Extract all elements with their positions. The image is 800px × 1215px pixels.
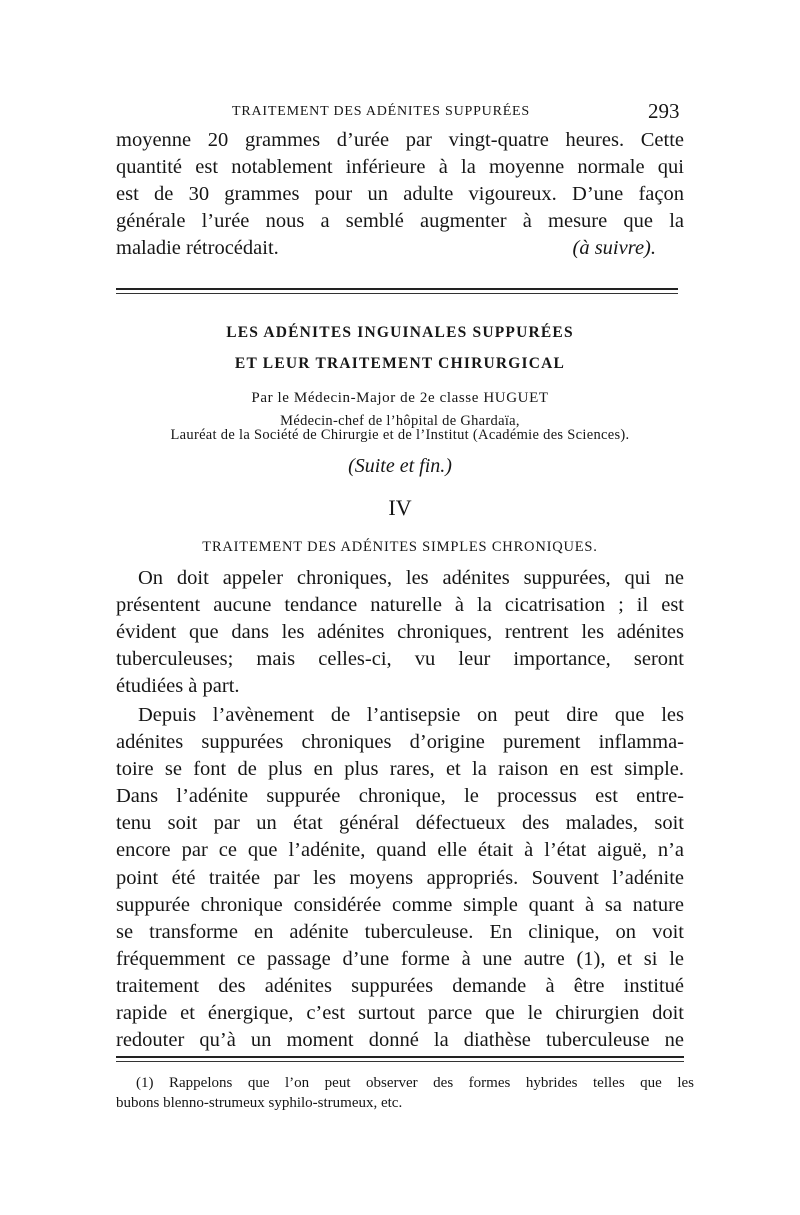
author-affiliation-1: Médecin-chef de l’hôpital de Ghardaïa, xyxy=(280,413,520,429)
text-line: encore par ce que l’adénite, quand elle était à l’état aiguë, n’a xyxy=(116,839,684,862)
author-byline: Par le Médecin-Major de 2e classe HUGUET xyxy=(251,390,549,406)
article-title-line-1: LES ADÉNITES INGUINALES SUPPURÉES xyxy=(226,324,574,341)
text-line: moyenne 20 grammes d’urée par vingt-quatre heures. Cette xyxy=(116,129,684,151)
text-line: Dans l’adénite suppurée chronique, le processus est entre- xyxy=(116,785,684,808)
continuation-note: (Suite et fin.) xyxy=(348,455,452,477)
text-line: On doit appeler chroniques, les adénites suppurées, qui ne xyxy=(138,567,684,589)
text-line: tuberculeuses; mais celles-ci, vu leur importance, seront xyxy=(116,648,684,671)
text-line: fréquemment ce passage d’une forme à une autre (1), et si le xyxy=(116,947,684,970)
text-line: évident que dans les adénites chroniques, rentrent les adénites xyxy=(116,621,684,644)
text-line: adénites suppurées chroniques d’origine purement inflamma- xyxy=(116,731,684,754)
article-title-line-2: ET LEUR TRAITEMENT CHIRURGICAL xyxy=(234,355,566,372)
text-line-final xyxy=(116,235,684,262)
page-number: 293 xyxy=(648,99,680,123)
text-line: est de 30 grammes pour un adulte vigoureux. D’une façon xyxy=(116,183,684,206)
paragraph-antisepsie xyxy=(116,702,684,1054)
author-affiliation-2: Lauréat de la Société de Chirurgie et de l’Institut (Académie des Sciences). xyxy=(170,427,630,443)
text-line: Depuis l’avènement de l’antisepsie on peut dire que les xyxy=(138,704,684,726)
footnote-line: bubons blenno-strumeux syphilo-strumeux, etc. xyxy=(116,1095,403,1111)
text-line: tenu soit par un état général défectueux des malades, soit xyxy=(116,812,684,835)
text-line: se transforme en adénite tuberculeuse. En clinique, on voit xyxy=(116,920,684,943)
section-title: TRAITEMENT DES ADÉNITES SIMPLES CHRONIQUES. xyxy=(202,539,598,555)
text-line: redouter qu’à un moment donné la diathèse tuberculeuse ne xyxy=(116,1029,684,1052)
text-line: rapide et énergique, c’est surtout parce que le chirurgien doit xyxy=(116,1002,684,1025)
text-line: toire se font de plus en plus rares, et la raison en est simple. xyxy=(116,758,684,781)
paragraph-chroniques xyxy=(116,565,684,700)
text-line-left: maladie rétrocédait. xyxy=(116,237,279,260)
text-line: étudiées à part. xyxy=(116,675,240,698)
text-line: présentent aucune tendance naturelle à la cicatrisation ; il est xyxy=(116,594,684,617)
carryover-paragraph xyxy=(116,127,684,262)
text-line: générale l’urée nous a semblé augmenter à mesure que la xyxy=(116,210,684,233)
running-head-title: TRAITEMENT DES ADÉNITES SUPPURÉES xyxy=(232,104,530,119)
footnote xyxy=(116,1073,694,1113)
text-line: suppurée chronique considérée comme simple quant à sa nature xyxy=(116,893,684,916)
text-line: traitement des adénites suppurées demande à être institué xyxy=(116,974,684,997)
section-number: IV xyxy=(388,495,412,520)
to-be-continued: (à suivre). xyxy=(572,237,656,260)
text-line: point été traitée par les moyens appropriés. Souvent l’adénite xyxy=(116,866,684,889)
text-line: quantité est notablement inférieure à la moyenne normale qui xyxy=(116,156,684,179)
footnote-line: (1) Rappelons que l’on peut observer des formes hybrides telles que les xyxy=(136,1075,694,1091)
